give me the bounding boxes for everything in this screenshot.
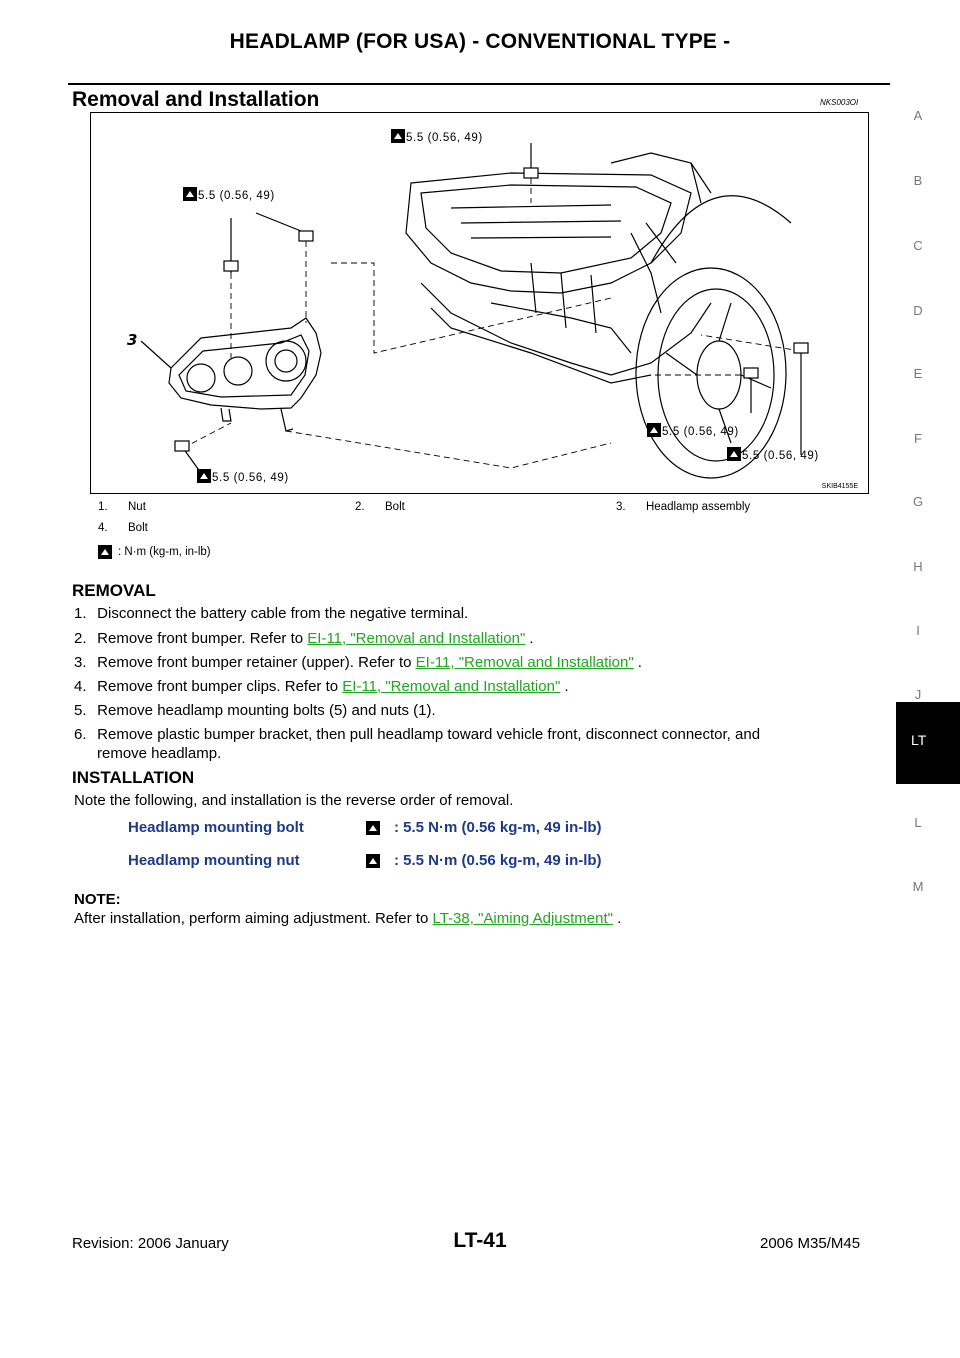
step-text-after: . bbox=[633, 654, 642, 671]
note-text: After installation, perform aiming adjustment. Refer to bbox=[74, 910, 433, 927]
step-number: 4. bbox=[74, 678, 87, 695]
callout-3 bbox=[127, 331, 138, 349]
index-tab-j[interactable]: J bbox=[914, 687, 922, 702]
ref-link-ei-11[interactable]: EI-11, "Removal and Installation" bbox=[342, 678, 561, 695]
legend-num: 1. bbox=[98, 501, 108, 513]
removal-step bbox=[74, 677, 890, 696]
index-tab-lt-active[interactable] bbox=[896, 702, 960, 784]
figure-id: SKIB4155E bbox=[821, 483, 858, 490]
callout-2-bottom bbox=[197, 469, 289, 487]
ref-link-ei-11[interactable]: EI-11, "Removal and Installation" bbox=[307, 630, 526, 647]
removal-step bbox=[74, 701, 890, 720]
index-tab-d[interactable]: D bbox=[913, 303, 923, 318]
spec-label: Headlamp mounting nut bbox=[128, 852, 300, 869]
callout-torque: 5.5 (0.56, 49) bbox=[406, 132, 483, 144]
spec-row-bolt bbox=[128, 819, 602, 836]
installation-intro: Note the following, and installation is the reverse order of removal. bbox=[74, 792, 514, 809]
note-text-after: . bbox=[612, 910, 622, 927]
legend-label: Nut bbox=[128, 501, 146, 513]
footer-page-number: LT-41 bbox=[453, 1229, 507, 1252]
legend-num: 2. bbox=[355, 501, 365, 513]
note-body bbox=[74, 910, 621, 927]
torque-wrench-icon bbox=[366, 821, 380, 835]
removal-step bbox=[74, 725, 890, 744]
step-text: Remove front bumper. Refer to bbox=[97, 630, 308, 647]
torque-wrench-icon bbox=[183, 187, 197, 201]
removal-heading: REMOVAL bbox=[72, 581, 156, 600]
step-text-after: . bbox=[525, 630, 534, 647]
installation-heading: INSTALLATION bbox=[72, 768, 195, 787]
torque-unit-text: : N·m (kg-m, in-lb) bbox=[118, 546, 211, 558]
index-tab-c[interactable]: C bbox=[913, 238, 923, 253]
step-text: Remove front bumper retainer (upper). Refer to bbox=[97, 654, 416, 671]
index-tab-e[interactable]: E bbox=[913, 366, 923, 381]
callout-torque: 5.5 (0.56, 49) bbox=[198, 190, 275, 202]
step-text: remove headlamp. bbox=[97, 745, 222, 762]
headlamp-illustration bbox=[91, 113, 870, 495]
step-text: Remove plastic bumper bracket, then pull headlamp toward vehicle front, disconnect connector, and bbox=[97, 726, 761, 743]
legend-torque-unit bbox=[98, 545, 211, 559]
footer-model: 2006 M35/M45 bbox=[760, 1235, 861, 1252]
torque-wrench-icon bbox=[98, 545, 112, 559]
torque-wrench-icon bbox=[197, 469, 211, 483]
step-text: Disconnect the battery cable from the negative terminal. bbox=[97, 605, 469, 622]
legend-label: Bolt bbox=[128, 522, 148, 534]
footer-revision: Revision: 2006 January bbox=[72, 1235, 229, 1252]
index-tab-m[interactable]: M bbox=[912, 879, 924, 894]
active-tab-label: LT bbox=[911, 732, 927, 748]
step-number: 3. bbox=[74, 654, 87, 671]
callout-2-top bbox=[183, 187, 275, 205]
legend-num: 4. bbox=[98, 522, 108, 534]
index-tab-l[interactable]: L bbox=[914, 815, 922, 830]
callout-torque: 5.5 (0.56, 49) bbox=[662, 426, 739, 438]
step-text-after: . bbox=[560, 678, 569, 695]
page-title: HEADLAMP (FOR USA) - CONVENTIONAL TYPE - bbox=[229, 30, 731, 53]
legend-label: Headlamp assembly bbox=[646, 501, 751, 513]
torque-wrench-icon bbox=[366, 854, 380, 868]
ref-link-ei-11[interactable]: EI-11, "Removal and Installation" bbox=[415, 654, 634, 671]
step-text: Remove headlamp mounting bolts (5) and nuts (1). bbox=[97, 702, 436, 719]
legend-item bbox=[98, 501, 146, 513]
removal-step-continued bbox=[97, 744, 887, 763]
callout-torque: 5.5 (0.56, 49) bbox=[212, 472, 289, 484]
spec-value: : 5.5 N·m (0.56 kg-m, 49 in-lb) bbox=[394, 819, 602, 836]
legend-item bbox=[98, 522, 148, 534]
spec-value: : 5.5 N·m (0.56 kg-m, 49 in-lb) bbox=[394, 852, 602, 869]
torque-wrench-icon bbox=[727, 447, 741, 461]
index-tab-f[interactable]: F bbox=[914, 431, 922, 446]
index-tab-b[interactable]: B bbox=[913, 173, 923, 188]
index-tab-g[interactable]: G bbox=[912, 494, 924, 509]
removal-step bbox=[74, 653, 890, 672]
section-code: NKS003OI bbox=[820, 98, 859, 107]
legend-item bbox=[616, 501, 750, 513]
exploded-view-figure bbox=[90, 112, 869, 494]
ref-link-lt-38[interactable]: LT-38, "Aiming Adjustment" bbox=[432, 910, 613, 927]
torque-wrench-icon bbox=[391, 129, 405, 143]
legend-item bbox=[355, 501, 405, 513]
step-number: 5. bbox=[74, 702, 87, 719]
step-number: 1. bbox=[74, 605, 87, 622]
section-title: Removal and Installation bbox=[72, 88, 320, 111]
spec-row-nut bbox=[128, 852, 602, 869]
step-number: 6. bbox=[74, 726, 87, 743]
callout-number: 3 bbox=[127, 331, 139, 349]
callout-1 bbox=[391, 129, 483, 147]
index-tab-i[interactable]: I bbox=[916, 623, 920, 638]
step-number: 2. bbox=[74, 630, 87, 647]
callout-torque: 5.5 (0.56, 49) bbox=[742, 450, 819, 462]
callout-4 bbox=[647, 423, 739, 441]
legend-label: Bolt bbox=[385, 501, 405, 513]
index-tab-h[interactable]: H bbox=[913, 559, 923, 574]
spec-label: Headlamp mounting bolt bbox=[128, 819, 304, 836]
note-heading: NOTE: bbox=[74, 891, 121, 908]
index-tab-a[interactable]: A bbox=[913, 108, 923, 123]
title-divider bbox=[68, 83, 890, 85]
removal-step bbox=[74, 604, 890, 623]
legend-num: 3. bbox=[616, 501, 626, 513]
step-text: Remove front bumper clips. Refer to bbox=[97, 678, 343, 695]
callout-2-right bbox=[727, 447, 819, 465]
torque-wrench-icon bbox=[647, 423, 661, 437]
removal-step bbox=[74, 629, 890, 648]
